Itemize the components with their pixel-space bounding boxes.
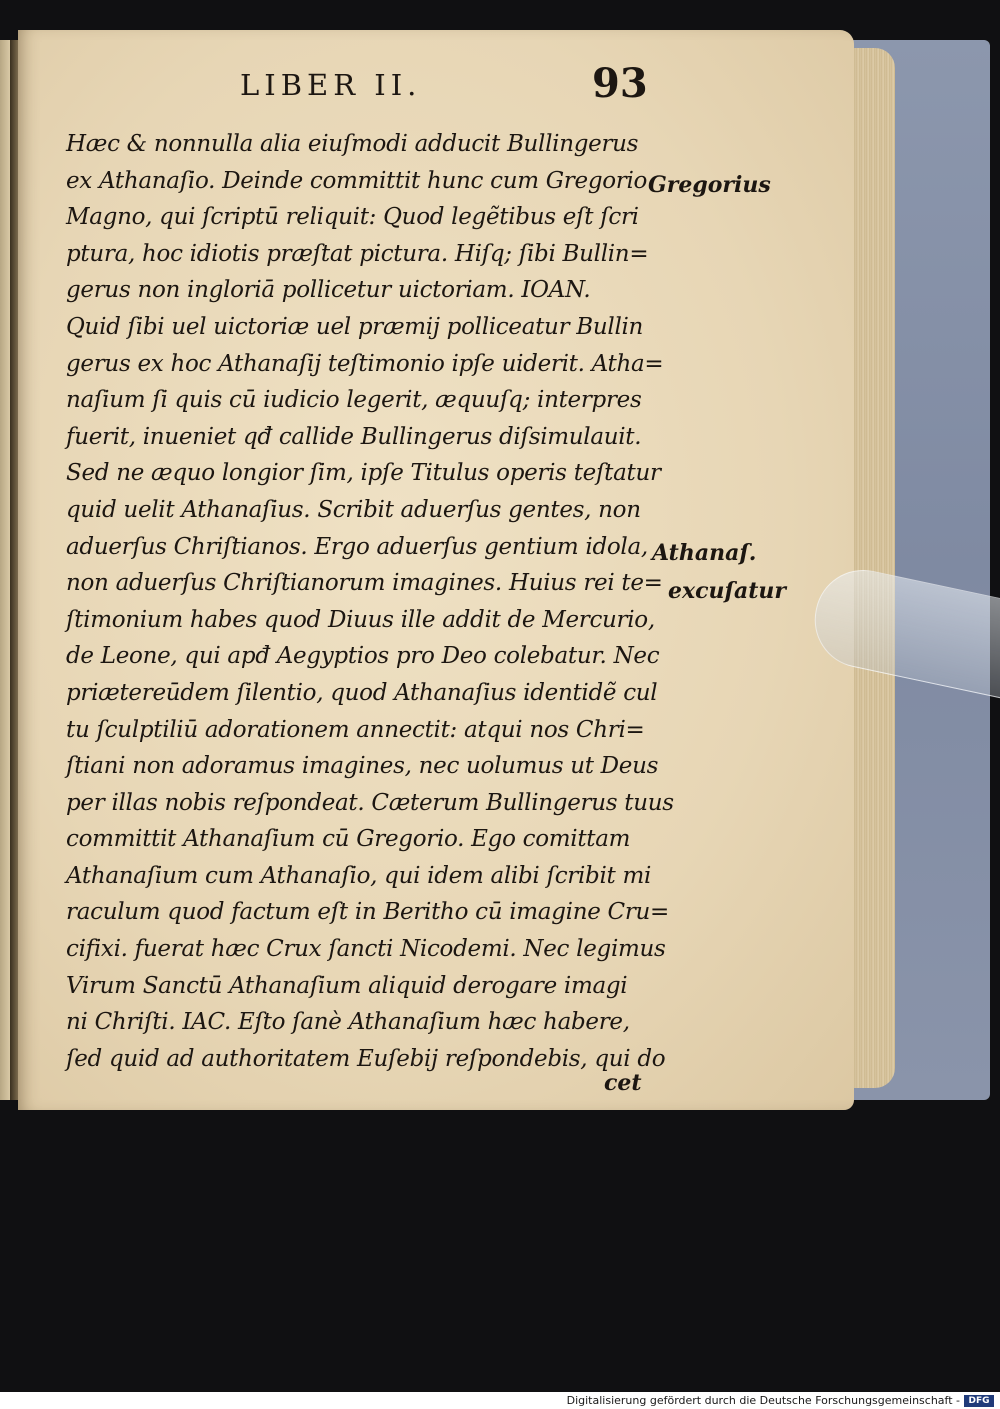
marginal-note-gregorius: Gregorius [648,172,771,198]
marginal-note-excusatur: excuſatur [668,578,786,604]
funding-credit: Digitalisierung gefördert durch die Deutsche Forschungsgemeinschaft - [566,1394,960,1407]
text-line: tu ſculptiliū adorationem annectit: atqui nos Chri= [66,716,645,743]
text-line: Virum Sanctū Athanaſium aliquid derogare imagi [66,972,628,999]
text-line: gerus ex hoc Athanaſij teſtimonio ipſe uiderit. Atha= [66,350,664,377]
text-line: Sed ne æquo longior ſim, ipſe Titulus operis teſtatur [66,460,661,487]
catchword: cet [604,1070,642,1096]
book-gutter [10,40,18,1100]
text-line: aduerſus Chriſtianos. Ergo aduerſus gentium idola, [66,533,648,560]
page-number: 93 [592,60,648,107]
text-line: ni Chriſti. IAC. Eſto ſanè Athanaſium hæc habere, [66,1009,630,1036]
facing-leaf-edge [0,40,10,1100]
text-line: ex Athanaſio. Deinde committit hunc cum Gregorio [66,167,648,194]
text-line: cifixi. fuerat hæc Crux ſancti Nicodemi. Nec legimus [66,936,666,963]
dfg-logo: DFG [964,1395,994,1407]
body-text [66,126,674,1077]
text-line: ptura, hoc idiotis præſtat pictura. Hiſq; ſibi Bullin= [66,240,649,267]
text-line: ſtimonium habes quod Diuus ille addit de Mercurio, [66,606,655,633]
running-head: LIBER II. [240,68,422,102]
text-line: naſium ſi quis cū iudicio legerit, æquuſq; interpres [66,387,642,414]
text-line: de Leone, qui apđ Aegyptios pro Deo colebatur. Nec [66,643,660,670]
text-line: ſed quid ad authoritatem Euſebij reſpondebis, qui do [66,1045,666,1072]
marginal-note-athanasius: Athanaſ. [652,540,757,566]
text-line: fuerit, inueniet qđ callide Bullingerus diſsimulauit. [66,423,642,450]
text-line: ſtiani non adoramus imagines, nec uolumus ut Deus [66,753,659,780]
text-line: Hæc & nonnulla alia eiuſmodi adducit Bullingerus [66,131,639,157]
text-line: gerus non ingloriā pollicetur uictoriam. IOAN. [66,277,591,304]
text-line: Athanaſium cum Athanaſio, qui idem alibi ſcribit mi [66,862,652,889]
text-line: quid uelit Athanaſius. Scribit aduerſus gentes, non [66,496,641,523]
text-line: per illas nobis reſpondeat. Cæterum Bullingerus tuus [66,789,674,816]
text-line: Magno, qui ſcriptū reliquit: Quod legẽtibus eſt ſcri [66,204,639,231]
text-line: raculum quod factum eſt in Beritho cū imagine Cru= [66,899,670,926]
text-line: non aduerſus Chriſtianorum imagines. Huius rei te= [66,570,663,597]
text-line: priætereūdem ſilentio, quod Athanaſius identidẽ cul [66,679,658,706]
text-line: committit Athanaſium cū Gregorio. Ego comittam [66,826,631,853]
text-line: Quid ſibi uel uictoriæ uel præmij polliceatur Bullin [66,313,644,340]
